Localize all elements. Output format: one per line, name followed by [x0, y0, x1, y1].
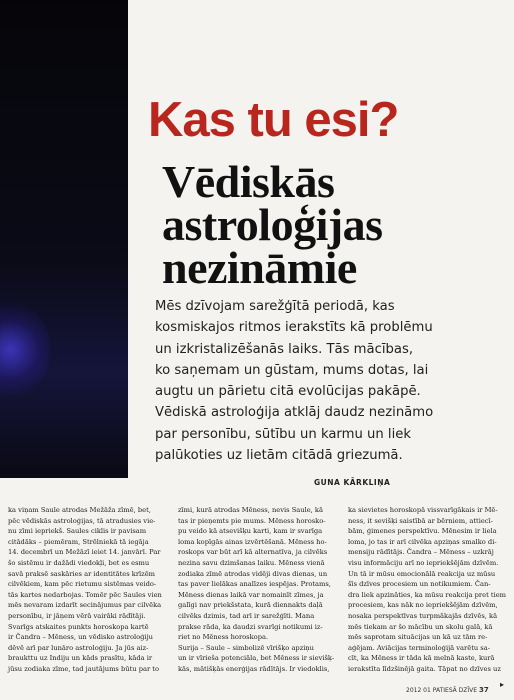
lead-line: Vēdiskā astroloģija atklāj daudz nezināmo: [155, 405, 434, 421]
body-line: dra liek apzināties, ka mūsu reakcija pret tiem: [348, 590, 507, 599]
body-line: procesiem, kas nāk no iepriekšējām dzīvēm,: [348, 601, 498, 610]
continue-arrow-icon: ▸: [500, 680, 505, 689]
body-line: bām, ģimenes perspektīvu. Mēnesim ir liela: [348, 527, 497, 536]
page-footer: [406, 686, 489, 694]
body-line: ir Čandra – Mēness, un vēdisko astroloģiju: [8, 633, 153, 642]
body-line: loma, jo tas ir arī cilvēka apziņas smalko di-: [348, 537, 497, 546]
body-line: cīt, ka Mēness ir tāda kā melnā kaste, kurā: [348, 654, 495, 663]
body-line: Un tā ir mūsu emocionālā reakcija uz mūsu: [348, 569, 496, 578]
article-headline: [162, 156, 383, 293]
body-column-1: [8, 505, 170, 675]
body-line: ka viņam Saule atrodas Mežāža zīmē, bet,: [8, 506, 151, 514]
body-line: tas ir pieņemts pie mums. Mēness horosko-: [178, 516, 326, 525]
article-lead: [155, 296, 505, 466]
body-line: nu zīmi iepriekš. Saules ciklis ir pavisam: [8, 527, 147, 536]
lead-line: augtu un pārietu citā evolūcijas pakāpē.: [155, 384, 421, 400]
body-line: ka sievietes horoskopā vissvarīgākais ir Mē-: [348, 506, 498, 514]
body-line: tās kartes nedarbojas. Tomēr pēc Saules vien: [8, 590, 162, 599]
body-line: Surija – Saule – simbolizē vīrišķo apziņu: [178, 643, 314, 652]
footer-magazine: PATIESĀ DZĪVE: [432, 687, 478, 694]
body-line: cilvēkiem, kam pēc rietumu sistēmas veido-: [8, 580, 157, 589]
body-line: dēvē arī par lunāro astroloģiju. Ja jūs aiz-: [8, 643, 149, 652]
body-line: zīmi, kurā atrodas Mēness, nevis Saule, kā: [178, 506, 323, 514]
body-line: šīs dzīves procesiem un notikumiem. Čan-: [348, 580, 491, 589]
cover-photo: [0, 0, 128, 478]
body-line: tas paver lielākas analīzes iespējas. Protams,: [178, 580, 331, 589]
body-line: visu informāciju arī no iepriekšējām dzīvēm.: [348, 558, 499, 567]
body-line: mēs nevaram izdarīt secinājumus par cilvēka: [8, 601, 162, 610]
body-line: mensiju rādītājs. Čandra – Mēness – uzkrāj: [348, 548, 494, 557]
photo-glow: [0, 300, 50, 400]
body-column-3: [348, 505, 510, 675]
body-line: roskops var būt arī kā alternatīva, ja cilvēks: [178, 548, 328, 557]
body-line: un ir vīrieša potenciāla, bet Mēness ir sievišķ-: [178, 654, 335, 663]
body-line: ierakstīta līdzšinējā gaita. Tāpat no dzīves uz: [348, 664, 501, 673]
body-line: galīgi nav priekšstata, kurā diennakts daļā: [178, 601, 323, 610]
body-line: Svarīgs atskaites punkts horoskopa kartē: [8, 622, 149, 631]
author-byline: GUNA KĀRKLIŅA: [314, 478, 391, 487]
body-line: savā praksē saskāries ar identitātes krīzēm: [8, 569, 155, 578]
article-kicker: Kas tu esi?: [148, 93, 399, 147]
body-line: kās, mātišķās enerģijas rādītājs. Ir viedoklis,: [178, 664, 330, 673]
body-line: mēs tiekam ar šo mācību un skolu galā, kā: [348, 622, 493, 631]
body-line: Mēness dienas laikā var nomainīt zīmes, ja: [178, 590, 324, 599]
body-line: aģējam. Aviācijas terminoloģijā varētu sa-: [348, 643, 490, 652]
body-line: cilvēks dzimis, tad arī ir sarežģīti. Mana: [178, 611, 315, 620]
lead-line: Mēs dzīvojam sarežģītā periodā, kas: [155, 299, 395, 314]
body-line: personību, ir jāņem vērā vairāki rādītāji.: [8, 611, 146, 620]
body-line: prakse rāda, ka daudzi svarīgi notikumi iz-: [178, 622, 323, 631]
body-line: 14. decembrī un Mežāzī ieiet 14. janvārī. Par: [8, 548, 161, 557]
page-number: 37: [478, 686, 489, 694]
body-line: jūsu zodiaka zīme, tad jautājums būtu par to: [8, 664, 159, 673]
lead-line: ko saņemam un gūstam, mums dotas, lai: [155, 362, 429, 378]
body-columns: [8, 505, 506, 683]
headline-line: nezināmie: [162, 242, 357, 293]
body-line: nezina savu dzimšanas laiku. Mēness vienā: [178, 558, 325, 567]
lead-line: kosmiskajos ritmos ierakstīts kā problēmu: [155, 320, 433, 336]
body-column-2: [178, 505, 340, 675]
footer-date: 2012 01: [406, 687, 431, 694]
body-line: mēs saprotam situācijas un kā uz tām re-: [348, 633, 488, 642]
body-line: loma kopīgās ainas izvērtēšanā. Mēness ho-: [178, 537, 327, 546]
body-line: citādāks – piemēram, Strēlniekā tā iegāja: [8, 537, 149, 546]
lead-line: palūkoties uz lietām citādā griezumā.: [155, 448, 403, 464]
headline-line: astroloģijas: [162, 199, 383, 250]
body-line: riet no Mēness horoskopa.: [178, 633, 269, 642]
lead-line: un izkristalizēšanās laiks. Tās mācības,: [155, 341, 414, 357]
body-line: zodiaka zīmē atrodas vidēji divas dienas, un: [178, 569, 328, 578]
body-line: pēc vēdiskās astroloģijas, tā atradusies vie-: [8, 516, 156, 525]
body-line: šo sistēmu ir dažādi viedokļi, bet es esmu: [8, 558, 150, 567]
body-line: nosaka perspektīvas turpmākajās dzīvēs, kā: [348, 611, 498, 620]
headline-line: Vēdiskās: [162, 156, 335, 207]
body-line: braukttu uz Indiju un kāds prasītu, kāda ir: [8, 654, 153, 663]
body-line: pu veido kā atsevišķu karti, kam ir svarīga: [178, 527, 323, 536]
lead-line: par personību, sūtību un karmu un liek: [155, 426, 411, 442]
body-line: ness, it sevišķi saistībā ar bērniem, attiecī-: [348, 516, 493, 525]
